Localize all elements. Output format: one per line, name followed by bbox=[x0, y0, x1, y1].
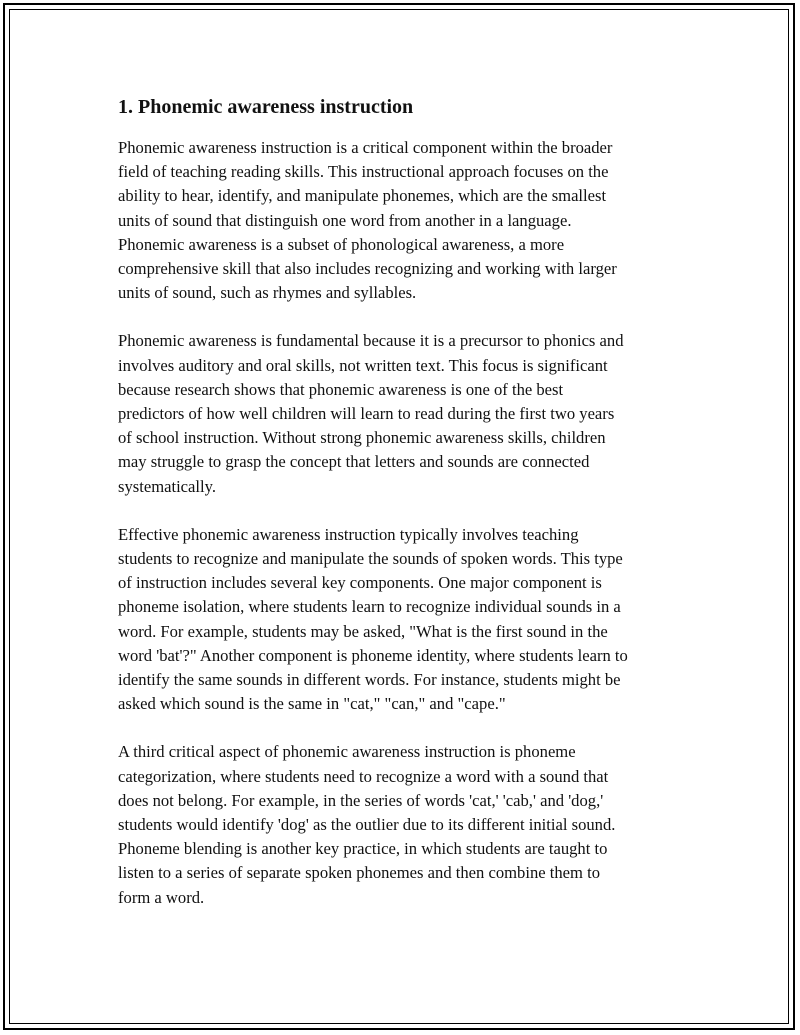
paragraph-line: identify the same sounds in different words. For instance, students might be bbox=[118, 670, 621, 690]
paragraph-line: students would identify 'dog' as the outlier due to its different initial sound. bbox=[118, 815, 616, 835]
paragraph-line: ability to hear, identify, and manipulate phonemes, which are the smallest bbox=[118, 186, 607, 206]
paragraph-line: students to recognize and manipulate the sounds of spoken words. This type bbox=[118, 549, 623, 569]
section-heading: 1. Phonemic awareness instruction bbox=[118, 96, 414, 118]
paragraph-line: word. For example, students may be asked, "What is the first sound in the bbox=[118, 621, 608, 641]
paragraph-line: categorization, where students need to recognize a word with a sound that bbox=[118, 766, 609, 786]
paragraph-line: Phonemic awareness instruction is a critical component within the broader bbox=[118, 138, 613, 157]
paragraph-line: form a word. bbox=[118, 887, 205, 907]
paragraph-line: systematically. bbox=[118, 476, 216, 496]
paragraph-line: involves auditory and oral skills, not written text. This focus is significant bbox=[118, 355, 608, 375]
paragraph-line: comprehensive skill that also includes recognizing and working with larger bbox=[118, 259, 617, 279]
paragraph-line: Phoneme blending is another key practice, in which students are taught to bbox=[118, 839, 608, 859]
paragraph-line: may struggle to grasp the concept that letters and sounds are connected bbox=[118, 452, 590, 472]
paragraph-line: A third critical aspect of phonemic awareness instruction is phoneme bbox=[118, 742, 576, 762]
paragraph-line: Phonemic awareness is fundamental because it is a precursor to phonics and bbox=[118, 331, 624, 351]
paragraph-line: Effective phonemic awareness instruction typically involves teaching bbox=[118, 524, 579, 544]
paragraph-line: units of sound that distinguish one word from another in a language. bbox=[118, 210, 572, 230]
paragraph-line: Phonemic awareness is a subset of phonological awareness, a more bbox=[118, 234, 565, 254]
paragraph bbox=[118, 329, 698, 498]
paragraph-line: listen to a series of separate spoken phonemes and then combine them to bbox=[118, 863, 601, 883]
paragraph-line: of school instruction. Without strong phonemic awareness skills, children bbox=[118, 428, 606, 448]
paragraph-line: word 'bat'?" Another component is phoneme identity, where students learn to bbox=[118, 645, 628, 665]
paragraph bbox=[118, 136, 698, 305]
paragraph bbox=[118, 523, 698, 717]
paragraph-line: because research shows that phonemic awareness is one of the best bbox=[118, 379, 564, 399]
paragraph-line: does not belong. For example, in the series of words 'cat,' 'cab,' and 'dog,' bbox=[118, 790, 604, 810]
paragraph-line: units of sound, such as rhymes and syllables. bbox=[118, 283, 417, 303]
paragraphs-container bbox=[118, 136, 698, 910]
paragraph-line: predictors of how well children will learn to read during the first two years bbox=[118, 404, 615, 424]
paragraph-line: field of teaching reading skills. This instructional approach focuses on the bbox=[118, 162, 609, 182]
document-body bbox=[118, 94, 698, 934]
paragraph bbox=[118, 740, 698, 909]
paragraph-line: phoneme isolation, where students learn to recognize individual sounds in a bbox=[118, 597, 621, 617]
paragraph-line: asked which sound is the same in "cat," "can," and "cape." bbox=[118, 694, 506, 714]
paragraph-line: of instruction includes several key components. One major component is bbox=[118, 573, 602, 593]
